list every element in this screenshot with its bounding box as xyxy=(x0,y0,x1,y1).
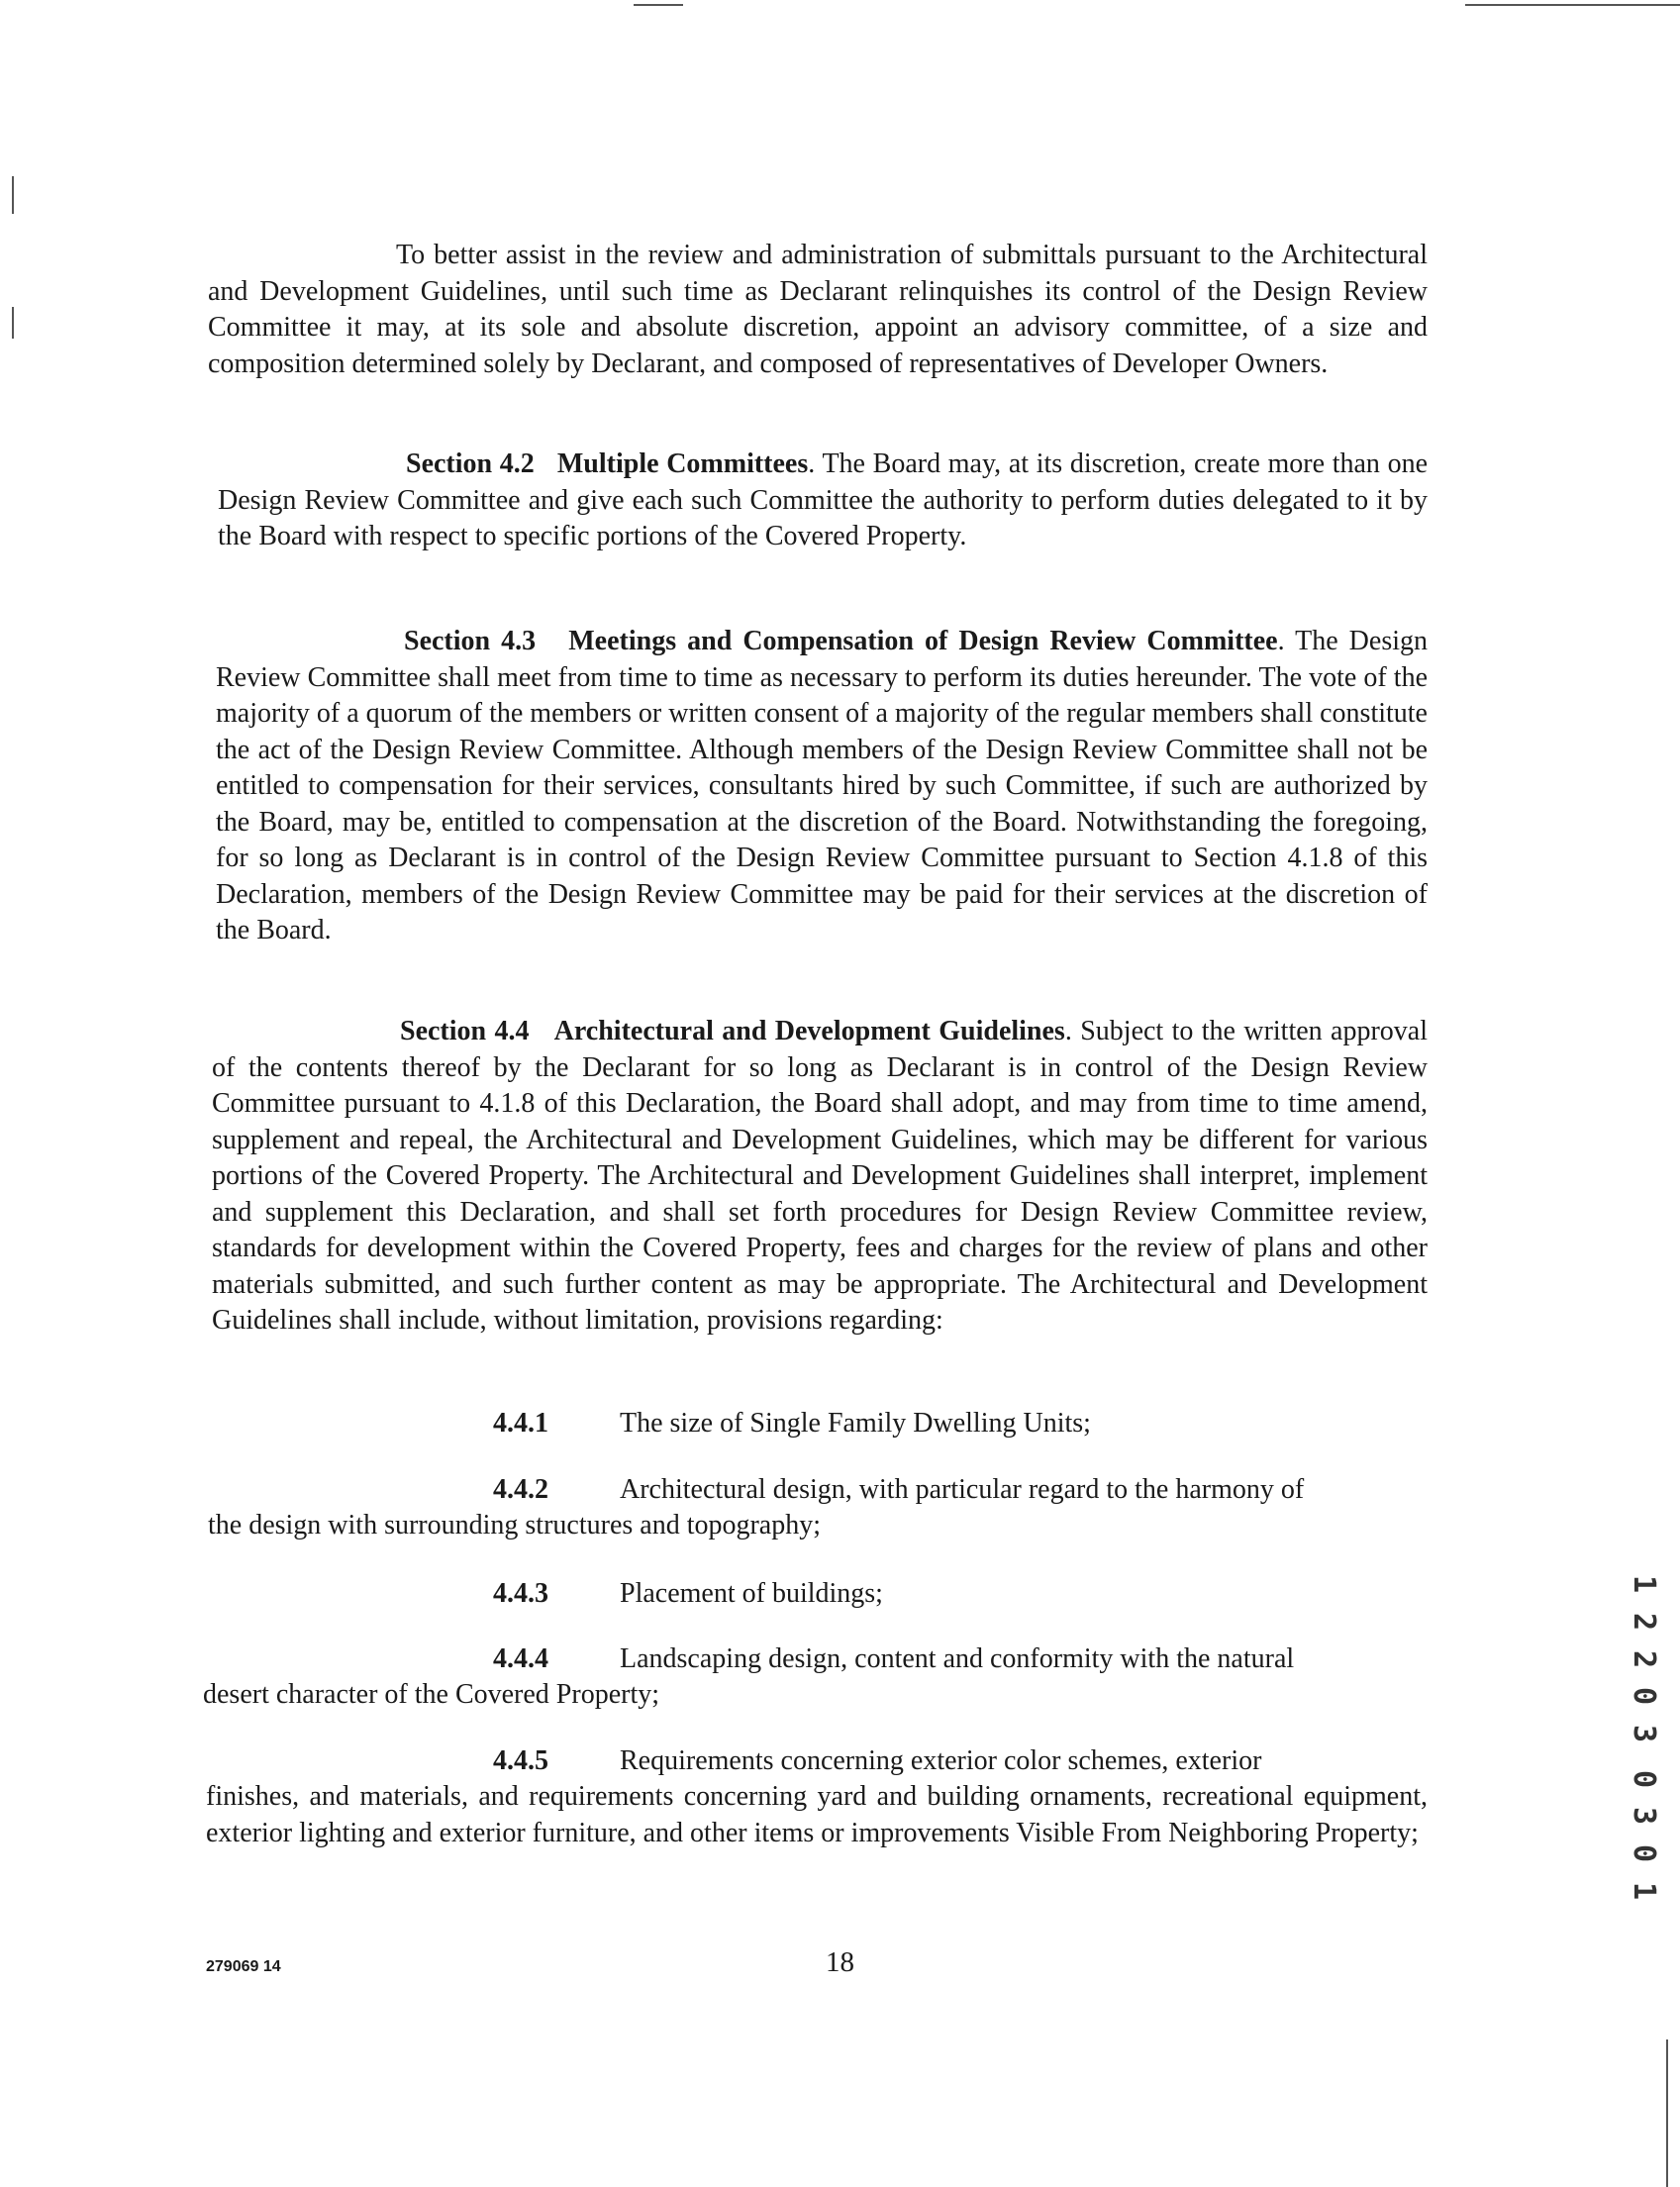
subsection-text: Architectural design, with particular regard to the harmony of xyxy=(620,1474,1305,1505)
recording-stamp-number xyxy=(1624,1569,1663,1906)
stamp-char: 3 xyxy=(1627,1725,1661,1743)
subsection-4-4-3 xyxy=(0,1576,1680,1616)
stamp-char: 1 xyxy=(1627,1574,1661,1594)
subsection-text: Landscaping design, content and conformity with the natural xyxy=(620,1643,1295,1674)
section-4-2-paragraph xyxy=(218,447,1428,555)
section-4-3-title: Meetings and Compensation of Design Review Committee xyxy=(568,626,1278,656)
subsection-text: Placement of buildings; xyxy=(620,1578,883,1609)
scan-mark-left-2 xyxy=(12,307,14,339)
section-4-3-paragraph xyxy=(216,624,1428,949)
subsection-text: The size of Single Family Dwelling Units; xyxy=(620,1408,1091,1439)
subsection-number: 4.4.3 xyxy=(493,1578,548,1609)
section-4-4-heading: Section 4.4 xyxy=(400,1016,530,1046)
stamp-char: 0 xyxy=(1627,1769,1661,1788)
stamp-char: 2 xyxy=(1627,1649,1661,1668)
scan-mark-top xyxy=(634,4,683,6)
stamp-char: 0 xyxy=(1627,1687,1661,1706)
scan-mark-bottom-right xyxy=(1666,2039,1668,2187)
stamp-char: 1 xyxy=(1627,1881,1661,1900)
section-4-2-body: . The Board may, at its discretion, create more than one Design Review Committee and give each such Committee the authority to perform duties delegated to it by the Board with respect to specific portions of the Covered Property. xyxy=(218,448,1429,551)
subsection-number: 4.4.1 xyxy=(493,1408,548,1439)
subsection-4-4-1 xyxy=(0,1406,1680,1445)
subsection-4-4-5-continued: finishes, and materials, and requirements concerning yard and building ornaments, recreational equipment, exterior lighting and exterior furniture, and other items or improvements Visible From Neighboring Property; xyxy=(206,1781,1428,1848)
subsection-4-4-4 xyxy=(0,1641,1680,1681)
intro-paragraph: To better assist in the review and administration of submittals pursuant to the Architectural and Development Guidelines, until such time as Declarant relinquishes its control of the Design Review Committee it may, at its sole and absolute discretion, appoint an advisory committee, of a size and composition determined solely by Declarant, and composed of representatives of Developer Owners. xyxy=(208,240,1428,379)
section-4-2-heading: Section 4.2 xyxy=(406,448,535,479)
stamp-char: 0 xyxy=(1627,1844,1661,1863)
subsection-text: Requirements concerning exterior color schemes, exterior xyxy=(620,1745,1262,1776)
section-4-3-heading: Section 4.3 xyxy=(404,626,537,656)
subsection-number: 4.4.5 xyxy=(493,1745,548,1776)
subsection-4-4-5 xyxy=(0,1743,1680,1783)
subsection-4-4-2-continued: the design with surrounding structures and topography; xyxy=(208,1510,822,1541)
page-number: 18 xyxy=(826,1946,854,1978)
section-4-4-body: . Subject to the written approval of the contents thereof by the Declarant for so long as Declarant is in control of the Design Review Committee pursuant to 4.1.8 of this Declaration, the Board shall adopt, and may from time to time amend, supplement and repeal, the Architectural and Development Guidelines, which may be different for various portions of the Covered Property. The Architectural and Development Guidelines shall interpret, implement and supplement this Declaration, and shall set forth procedures for Design Review Committee review, standards for development within the Covered Property, fees and charges for the review of plans and other materials submitted, and such further content as may be appropriate. The Architectural and Development Guidelines shall include, without limitation, provisions regarding: xyxy=(212,1016,1428,1336)
section-4-4-paragraph xyxy=(212,1014,1428,1340)
section-4-2-title: Multiple Committees xyxy=(556,448,809,479)
scan-mark-left-1 xyxy=(12,176,14,214)
subsection-4-4-4-continued: desert character of the Covered Property; xyxy=(203,1679,660,1710)
stamp-char: 2 xyxy=(1627,1612,1661,1631)
document-id: 279069 14 xyxy=(206,1958,281,1975)
section-4-3-body: . The Design Review Committee shall meet from time to time as necessary to perform its duties hereunder. The vote of the majority of a quorum of the members or written consent of a majority of the regular members shall constitute the act of the Design Review Committee. Although members of the Design Review Committee shall not be entitled to compensation for their services, consultants hired by such Committee, if such are authorized by the Board, may be, entitled to compensation at the discretion of the Board. Notwithstanding the foregoing, for so long as Declarant is in control of the Design Review Committee pursuant to Section 4.1.8 of this Declaration, members of the Design Review Committee may be paid for their services at the discretion of the Board. xyxy=(216,626,1429,945)
subsection-number: 4.4.4 xyxy=(493,1643,548,1674)
subsection-number: 4.4.2 xyxy=(493,1474,548,1505)
subsection-4-4-2 xyxy=(0,1472,1680,1512)
stamp-char: 3 xyxy=(1627,1807,1661,1826)
section-4-4-title: Architectural and Development Guidelines xyxy=(553,1016,1065,1046)
scan-mark-top-right xyxy=(1465,4,1680,6)
